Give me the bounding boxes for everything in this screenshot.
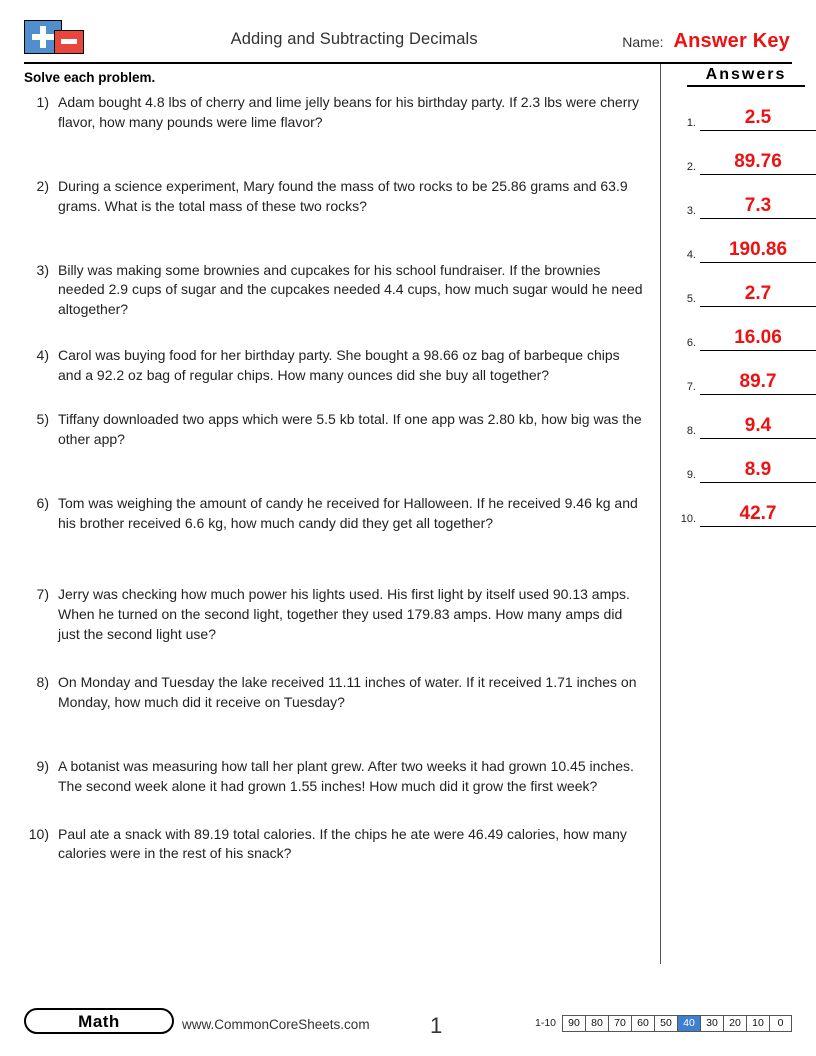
name-label: Name: [622,34,664,50]
page-title: Adding and Subtracting Decimals [230,30,478,48]
website-url: www.CommonCoreSheets.com [182,1017,370,1032]
problem-item [24,261,644,321]
scale-cell: 0 [769,1015,792,1032]
page-header [24,18,792,60]
answer-index: 3. [686,205,696,217]
scale-cell: 50 [654,1015,677,1032]
answer-value: 16.06 [700,327,816,351]
problem-item [24,346,644,386]
scale-cell: 60 [631,1015,654,1032]
answer-index: 8. [686,425,696,437]
answer-row [676,131,816,175]
scale-cell: 70 [608,1015,631,1032]
answer-value: 89.76 [700,151,816,175]
problem-item [24,825,644,865]
answer-index: 1. [686,117,696,129]
problem-text: Paul ate a snack with 89.19 total calories. If the chips he ate were 46.49 calories, how many calories were in the rest of his snack? [58,825,627,862]
answer-key-label: Answer Key [673,30,790,52]
answer-value: 89.7 [700,371,816,395]
problem-text: Jerry was checking how much power his lights used. His first light by itself used 90.13 amps. When he turned on the second light, together they used 179.83 amps. How many amps did just the second light use? [58,586,630,643]
problem-text: Tiffany downloaded two apps which were 5.5 kb total. If one app was 2.80 kb, how big was the other app? [58,410,642,447]
problem-number: 4) [36,347,49,364]
answer-row [676,395,816,439]
problem-item [24,673,644,713]
answer-index: 10. [680,513,696,525]
subject-badge: Math [24,1008,174,1034]
answer-index: 5. [686,293,696,305]
problem-number: 7) [36,586,49,603]
answer-row [676,483,816,527]
problem-text: On Monday and Tuesday the lake received 11.11 inches of water. If it received 1.71 inches on Monday, how much did it receive on Tuesday? [58,674,637,710]
scale-cell: 80 [585,1015,608,1032]
answer-row [676,175,816,219]
scale-cell-highlight: 40 [677,1015,700,1032]
answer-index: 2. [686,161,696,173]
problem-number: 6) [36,494,49,511]
answers-column [676,64,816,527]
scale-range-label: 1-10 [534,1017,556,1029]
problem-item [24,177,644,217]
scale-cell: 10 [746,1015,769,1032]
page-number: 1 [430,1013,443,1038]
problem-item [24,410,644,450]
problem-text: Tom was weighing the amount of candy he received for Halloween. If he received 9.46 kg and his brother received 6.6 kg, how much candy did they get all together? [58,494,638,531]
problems-column [24,64,644,964]
answer-index: 4. [686,249,696,261]
problem-number: 9) [36,757,49,774]
problem-number: 5) [36,410,49,427]
scale-cell: 90 [562,1015,585,1032]
answer-index: 9. [686,469,696,481]
problem-item [24,93,644,133]
problem-text: During a science experiment, Mary found the mass of two rocks to be 25.86 grams and 63.9 grams. What is the total mass of these two rocks? [58,177,628,214]
problem-number: 3) [36,261,49,278]
column-divider [660,64,661,964]
worksheet-body [24,64,792,964]
instructions: Solve each problem. [24,70,156,85]
scale-cell: 20 [723,1015,746,1032]
problem-number: 2) [36,177,49,194]
plus-minus-logo-icon [24,20,86,58]
answer-value: 42.7 [700,503,816,527]
answer-value: 9.4 [700,415,816,439]
problem-text: A botanist was measuring how tall her plant grew. After two weeks it had grown 10.45 inches. The second week alone it had grown 1.55 inches! How much did it grow the first week? [58,757,634,794]
answers-title: Answers [687,66,805,87]
answer-index: 7. [686,381,696,393]
page-footer [0,996,816,1056]
scale-cell: 30 [700,1015,723,1032]
problem-text: Adam bought 4.8 lbs of cherry and lime jelly beans for his birthday party. If 2.3 lbs were cherry flavor, how many pounds were lime flavor? [58,94,640,130]
answer-row [676,219,816,263]
problem-item [24,585,644,645]
name-field-group [622,18,792,53]
answer-value: 7.3 [700,195,816,219]
answer-value: 8.9 [700,459,816,483]
answer-value: 190.86 [700,239,816,263]
grading-scale [535,1015,792,1032]
answer-index: 6. [686,337,696,349]
problem-number: 10) [28,825,49,842]
problem-text: Billy was making some brownies and cupcakes for his school fundraiser. If the brownies needed 2.9 cups of sugar and the cupcakes needed 4.4 cups, how much sugar would he need altogether? [58,261,643,318]
answer-row [676,351,816,395]
problem-item [24,494,644,534]
answer-row [676,307,816,351]
answer-row [676,263,816,307]
problem-number: 1) [36,94,49,110]
problem-text: Carol was buying food for her birthday party. She bought a 98.66 oz bag of barbeque chips and a 92.2 oz bag of regular chips. How many ounces did she buy all together? [58,347,620,383]
answer-value: 2.5 [700,107,816,131]
problem-item [24,757,644,797]
answer-row [676,439,816,483]
answer-row [676,87,816,131]
answer-value: 2.7 [700,283,816,307]
problem-number: 8) [36,674,49,690]
